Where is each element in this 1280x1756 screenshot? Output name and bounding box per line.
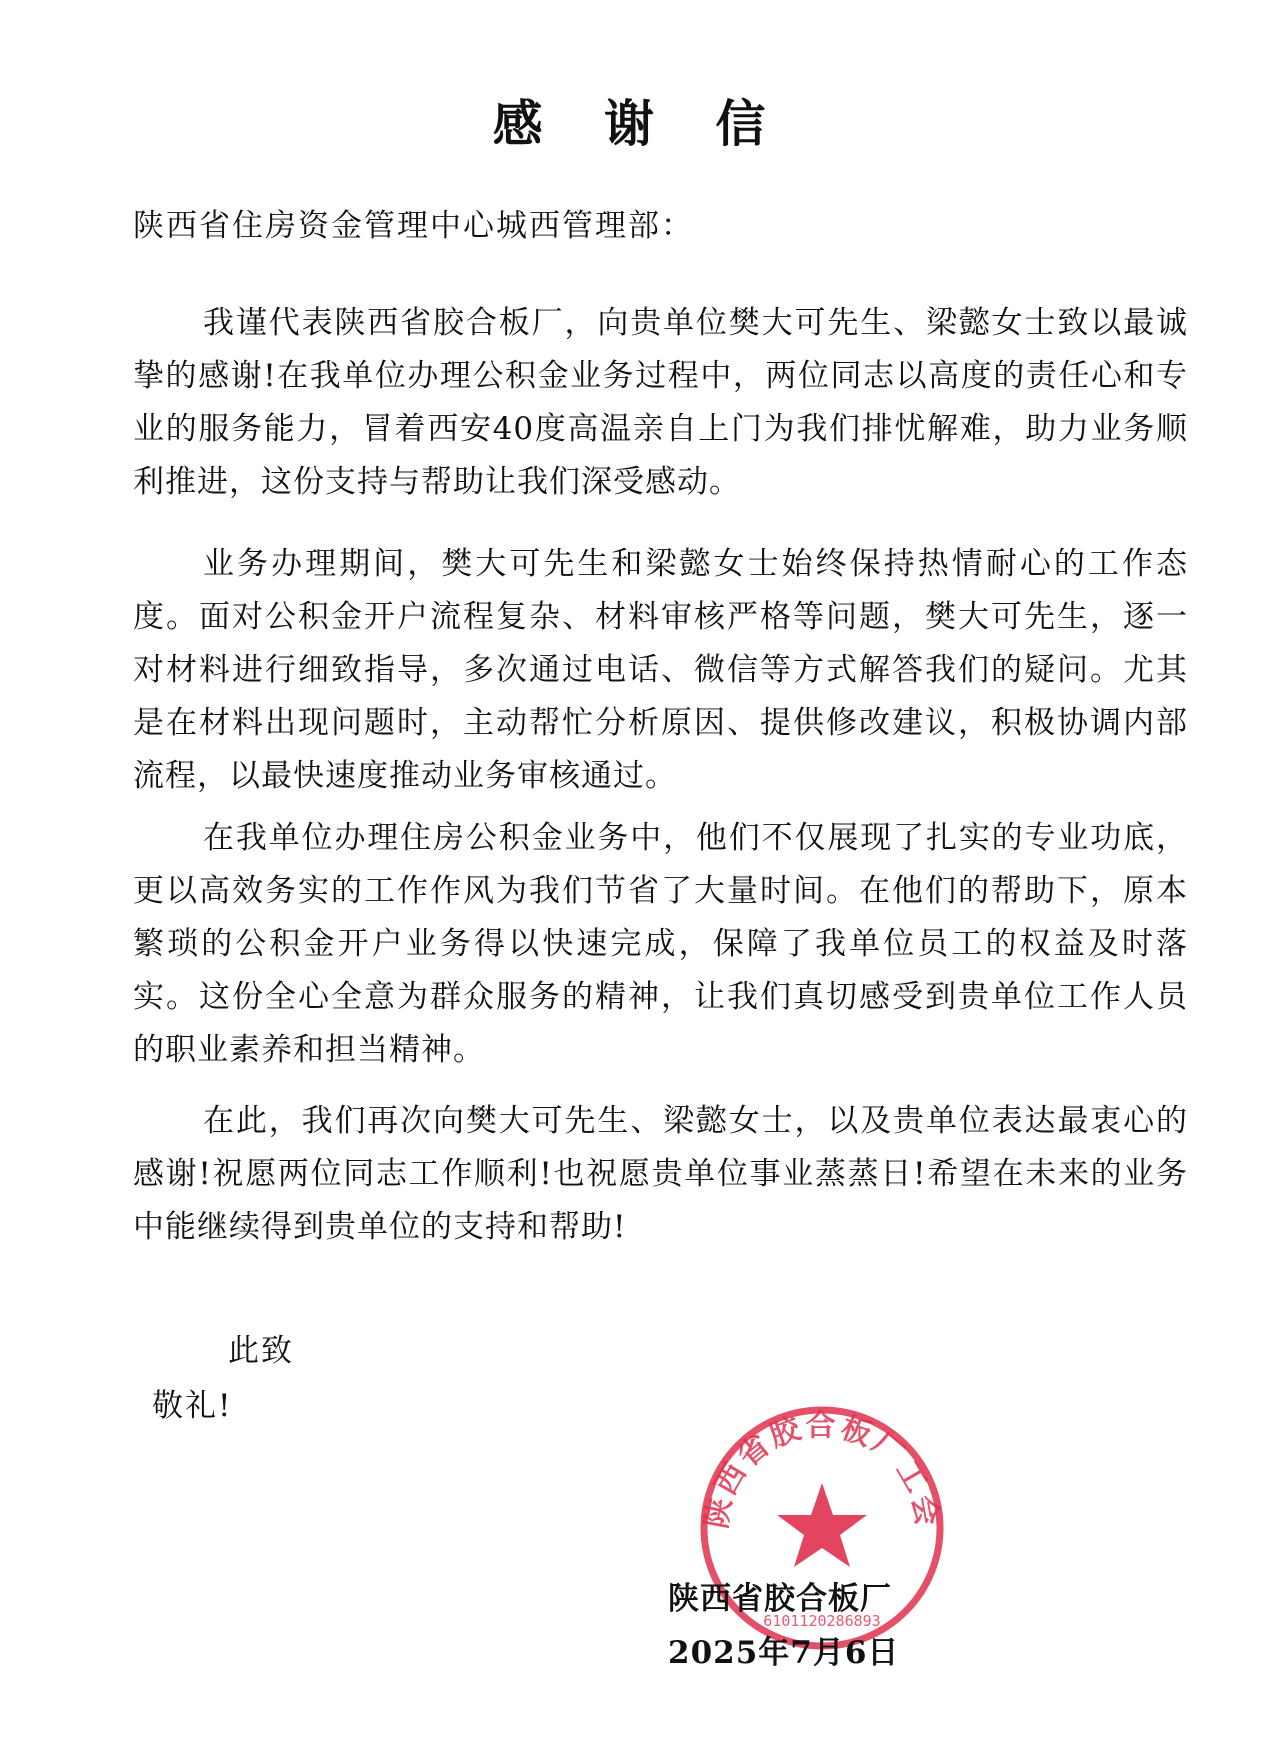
official-seal: [692, 1398, 952, 1658]
closing-cizhi: 此致: [228, 1333, 294, 1369]
seal-text-path: 陕西省胶合板厂工会: [699, 1408, 945, 1532]
paragraph-1: 我谨代表陕西省胶合板厂，向贵单位樊大可先生、梁懿女士致以最诚挚的感谢!在我单位办理公积金业务过程中，两位同志以高度的责任心和专业的服务能力，冒着西安40度高温亲自上门为我们排忧解难，助力业务顺利推进，这份支持与帮助让我们深受感动。: [133, 305, 1188, 500]
letter-title: 感 谢 信: [492, 95, 788, 153]
salutation: 陕西省住房资金管理中心城西管理部：: [133, 208, 694, 244]
signature-date: 2025年7月6日: [668, 1635, 900, 1671]
seal-number: 6101120286893: [763, 1612, 881, 1630]
signature-organization: 陕西省胶合板厂: [668, 1581, 892, 1617]
paragraph-4: 在此，我们再次向樊大可先生、梁懿女士，以及贵单位表达最衷心的感谢!祝愿两位同志工作顺利!也祝愿贵单位事业蒸蒸日!希望在未来的业务中能继续得到贵单位的支持和帮助!: [133, 1103, 1188, 1245]
seal-star-icon: [777, 1483, 867, 1567]
closing-jingli: 敬礼!: [152, 1388, 233, 1424]
paragraph-2: 业务办理期间，樊大可先生和梁懿女士始终保持热情耐心的工作态度。面对公积金开户流程复杂、材料审核严格等问题，樊大可先生，逐一对材料进行细致指导，多次通过电话、微信等方式解答我们的疑问。尤其是在材料出现问题时，主动帮忙分析原因、提供修改建议，积极协调内部流程，以最快速度推动业务审核通过。: [133, 546, 1188, 794]
paragraph-3: 在我单位办理住房公积金业务中，他们不仅展现了扎实的专业功底，更以高效务实的工作作风为我们节省了大量时间。在他们的帮助下，原本繁琐的公积金开户业务得以快速完成，保障了我单位员工的权益及时落实。这份全心全意为群众服务的精神，让我们真切感受到贵单位工作人员的职业素养和担当精神。: [133, 820, 1188, 1068]
